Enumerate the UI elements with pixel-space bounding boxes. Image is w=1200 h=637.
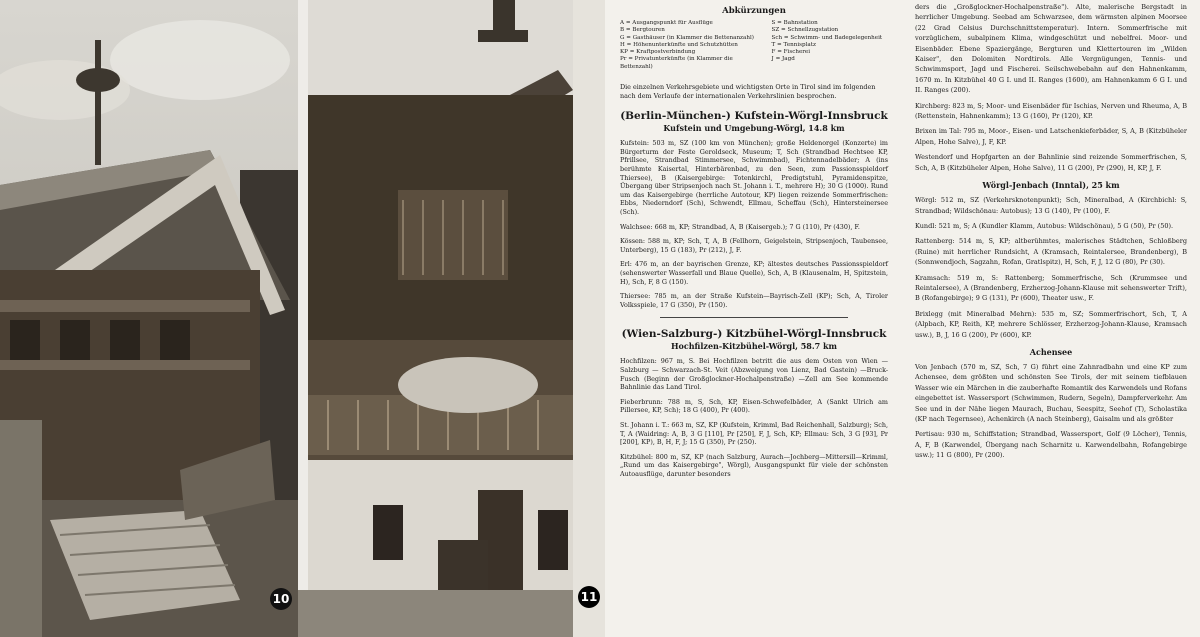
text-column-right [915, 0, 1187, 461]
entry-fieberbrunn: Fieberbrunn: 788 m, S, Sch, KP, Eisen-Schwefelbäder, A (Sankt Ulrich am Pillersee, KP, Sch); 18 G (400), Pr (400). [620, 397, 888, 415]
farmhouse-left-illustration [0, 0, 298, 637]
entry-pertisau: Pertisau: 930 m, Schiffstation; Strandbad, Wassersport, Golf (9 Löcher), Tennis, A, F, B (Karwendel, Übergang nach Scharnitz u. Karwendelbahn, Rofangebirge usw.); 11 G (800), Pr (200). [915, 430, 1187, 460]
text-panel [605, 0, 1200, 637]
entry-erl: Erl: 476 m, an der bayrischen Grenze, KP; ältestes deutsches Passionsspieldorf (sehenswerter Wasserfall und Blaue Quelle), Sch, A, B (Klausenalm, H, Spitzstein, H), Sch, F, 8 G (150). [620, 260, 888, 286]
entry-kundl: Kundl: 521 m, S; A (Kundler Klamm, Autobus: Wildschönau), 5 G (50), Pr (50). [915, 221, 1174, 230]
section-heading-kufstein [620, 110, 888, 133]
photo-farmhouse-left [0, 0, 298, 637]
abbreviation-item: J = Jagd [771, 56, 795, 63]
section-subtitle: Kufstein und Umgebung-Wörgl, 14.8 km [663, 123, 845, 134]
abbreviation-item: H = Höhenunterkünfte und Schutzhütten [620, 41, 738, 48]
page-number-10: 10 [270, 588, 292, 610]
divider [660, 317, 848, 318]
section-heading-achensee: Achensee [1029, 346, 1073, 357]
entry-kufstein: Kufstein: 503 m, SZ (100 km von München); große Heldenorgel (Konzerte) im Bürgerturm der Feste Geroldseck, Museum; T, Sch (Strandbad Hechtsee KP, Pfrillsee, Strandbad Stimmersee, Schwimmbad), Fichtennadelbäder; A (ins berühmte Kaisertal, Hinterbärenbad, zu den Seen, zum Passionsspieldorf Thiersee), B (Kaisergebirge: Totenkirchl, Predigtstuhl, Pyramidenspitze, Übergang über Stripsenjoch nach St. Johann i. T., mehrere H); 30 G (1000). Rund um das Kaisergebirge (herrliche Autotour, KP) liegen reizende Sommerfrischen: Ebbs, Niederndorf (Sch), Schwendt, Ellmau, Scheffau (Sch), Hintersteinersee (Sch). [620, 139, 888, 217]
entry-hochfilzen: Hochfilzen: 967 m, S. Bei Hochfilzen betritt die aus dem Osten von Wien — Salzburg — Schwarzach-St. Veit (Abzweigung von Lienz, Bad Gastein) —Bruck-Fusch (Beginn der Großglockner-Hochalpenstraße) —Zell am See kommende Bahnlinie das Land Tirol. [620, 357, 888, 392]
abbreviation-item: B = Bergtouren [620, 27, 665, 34]
section-heading-woergl-jenbach: Wörgl-Jenbach (Inntal), 25 km [982, 180, 1120, 191]
abbreviations-list [620, 20, 888, 71]
section-heading-kitzbuehel [620, 328, 888, 351]
photo-farmhouse-middle [298, 0, 605, 637]
entry-jenbach-achensee: Von Jenbach (570 m, SZ, Sch, 7 G) führt eine Zahnradbahn und eine KP zum Achensee, dem größten und schönsten See Tirols, der mit seinem tiefblauen Wasser wie ein Märchen in die zauberhafte Romantik des Karwendels und Rofans eingebettet ist. Wassersport (Schwimmen, Rudern, Segeln), Dampferverkehr. Am See und in der Nähe liegen Maurach, Buchau, Seespitz, Seehof (T), Scholastika (KP nach Tegernsee), Achenkirch (A nach Steinberg), Gaisalm und als größter [915, 362, 1187, 423]
farmhouse-middle-illustration [298, 0, 605, 637]
abbreviation-item: A = Ausgangspunkt für Ausflüge [620, 20, 713, 26]
entry-brixlegg: Brixlegg (mit Mineralbad Mehrn): 535 m, SZ; Sommerfrischort, Sch, T, A (Alpbach, KP, Reith, KP, mehrere Schlösser, Erzherzog-Johann-Klause, Kramsach usw.), B, J, 16 G (200), Pr (600), KP. [915, 309, 1187, 339]
section-title: (Wien-Salzburg-) Kitzbühel-Wörgl-Innsbruck [621, 328, 887, 341]
text-column-left [620, 0, 888, 478]
abbreviation-item: S = Bahnstation [771, 20, 818, 26]
abbreviation-item: SZ = Schnellzugstation [771, 27, 839, 34]
intro-text: Die einzelnen Verkehrsgebiete und wichtigsten Orte in Tirol sind im folgenden nach dem Verlaufe der internationalen Verkehrslinien besprochen. [620, 83, 876, 100]
section-subtitle: Hochfilzen-Kitzbühel-Wörgl, 58.7 km [670, 341, 838, 352]
entry-kitzbuehel: Kitzbühel: 800 m, SZ, KP (nach Salzburg, Aurach—Jochberg—Mittersill—Krimml, „Rund um das Kaisergebirge", Wörgl), Ausgangspunkt für viele der schönsten Autoausflüge, darunter besonders [620, 452, 888, 478]
abbreviation-item: Pr = Privatunterkünfte (in Klammer die Bettenzahl) [620, 56, 733, 70]
abbreviation-item: G = Gasthäuser (in Klammer die Bettenanzahl) [620, 34, 754, 41]
entry-brixen: Brixen im Tal: 795 m, Moor-, Eisen- und Latschenkieferbäder, S, A, B (Kitzbüheler Alpen, Hohe Salve), J, F, KP. [915, 127, 1187, 146]
entry-kramsach: Kramsach: 519 m, S: Rattenberg; Sommerfrische, Sch (Krummsee und Reintalersee), A (Brandenberg, Erzherzog-Johann-Klause mit sehenswerter Trift), B (Rofangebirge); 9 G (131), Pr (600), Theater usw., F. [915, 273, 1187, 303]
entry-walchsee: Walchsee: 668 m, KP; Strandbad, A, B (Kaisergeb.); 7 G (110), Pr (430), F. [620, 222, 860, 231]
abbreviation-item: KP = Kraftpostverbindung [620, 49, 696, 56]
entry-kitzbuehel-continued: ders die „Großglockner-Hochalpenstraße"). Alte, malerische Bergstadt in herrlicher Umgebung. Seebad am Schwarzsee, dem wärmsten alpinen Moorsee (22 Grad Celsius Durchschnittstemperatur). Intern. Sommerfrische mit vorzüglichem, subalpinem Klima, windgeschützt und nebelfrei. Moor- und Eisenbäder. Ebene Spaziergänge, Bergturen und Klettertouren im „Wilden Kaiser", den Dolomiten Nordtirols. Alle Vergnügungen, Tennis- und Schwimmsport, Jagd und Fischerei. Seilschwebebahn auf den Hahnenkamm, 1670 m. In Kitzbühel 40 G I. und II. Ranges (1600), am Hahnenkamm 6 G I. und II. Ranges (200). [915, 3, 1187, 95]
page-number-11: 11 [578, 586, 600, 608]
entry-st-johann: St. Johann i. T.: 663 m, SZ, KP (Kufstein, Krimml, Bad Reichenhall, Salzburg); Sch, T, A (Waidring: A, B, 3 G [110], Pr [250], F, J, Sch, KP; Ellmau: Sch, 3 G [93], Pr [200], KP), B, H, F, J; 15 G (350), Pr (250). [620, 420, 888, 447]
entry-woergl: Wörgl: 512 m, SZ (Verkehrsknotenpunkt); Sch, Mineralbad, A (Kirchbichl: S, Strandbad; Wildschönau: Autobus); 13 G (140), Pr (100), F. [915, 196, 1187, 215]
entry-koessen: Kössen: 588 m, KP; Sch, T, A, B (Fellhorn, Geigelstein, Stripsenjoch, Taubensee, Unterberg), 15 G (183), Pr (212), J, F. [620, 237, 888, 254]
abbreviation-item: T = Tennisplatz [771, 41, 816, 48]
entry-rattenberg: Rattenberg: 514 m, S, KP; altberühmtes, malerisches Städtchen, Schloßberg (Ruine) mit herrlicher Rundsicht, A (Kramsach, Reintalersee, Brandenberg), B (Sonnwendjoch, Sagzahn, Rofan, Gratlspitz), H, Sch, F, J, 12 G (80), Pr (30). [915, 237, 1187, 267]
section-title: (Berlin-München-) Kufstein-Wörgl-Innsbruck [620, 110, 888, 123]
entry-kirchberg: Kirchberg: 823 m, S; Moor- und Eisenbäder für Ischias, Nerven und Rheuma, A, B (Rettenstein, Hahnenkamm); 13 G (160), Pr (120), KP. [915, 101, 1187, 121]
abbreviation-item: F = Fischerei [771, 49, 811, 56]
abbreviations-title: Abkürzungen [722, 6, 786, 16]
abbreviation-item: Sch = Schwimm- und Badegelegenheit [771, 34, 883, 41]
entry-westendorf: Westendorf und Hopfgarten an der Bahnlinie sind reizende Sommerfrischen, S, Sch, A, B (Kitzbüheler Alpen, Hohe Salve), 11 G (200), Pr (290), H, KP, J, F. [915, 153, 1187, 172]
entry-thiersee: Thiersee: 785 m, an der Straße Kufstein—Bayrisch-Zell (KP); Sch, A, Tiroler Volksspiele, 17 G (350), Pr (150). [620, 292, 888, 309]
